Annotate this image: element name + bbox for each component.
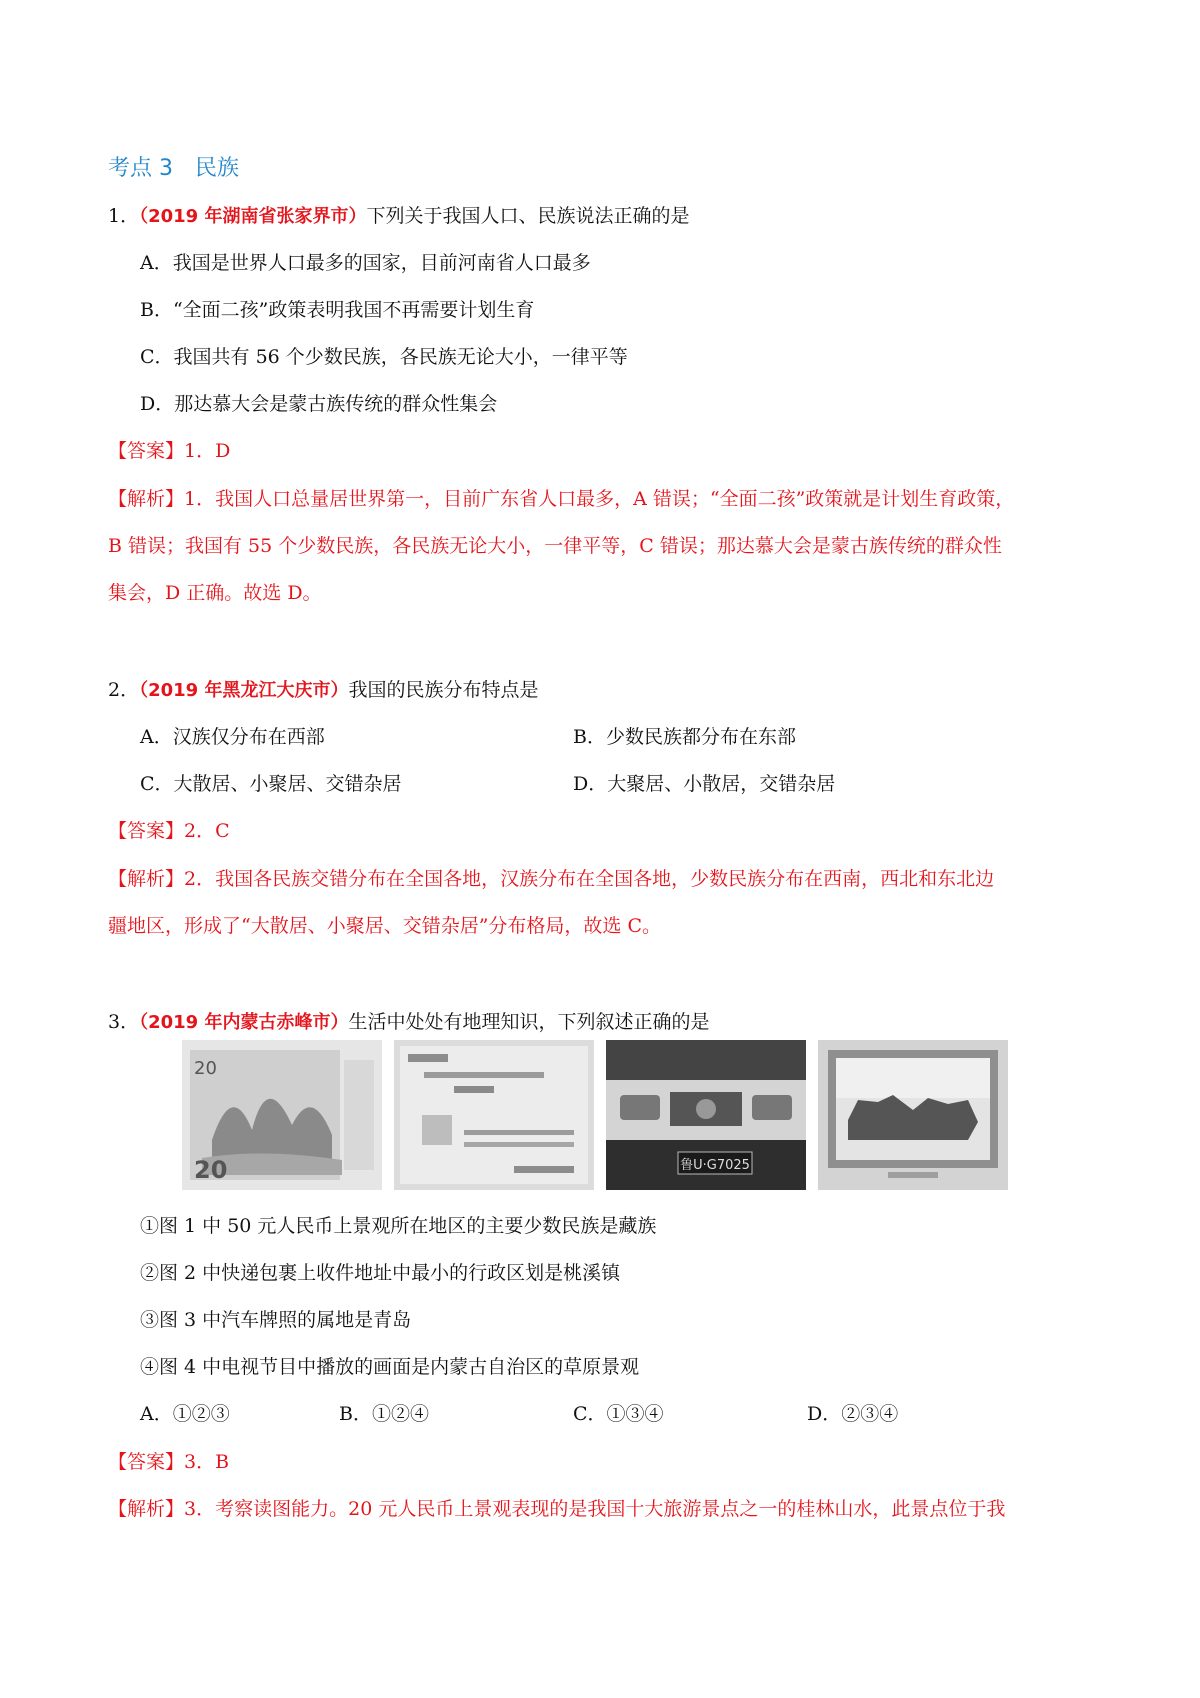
svg-text:20: 20 <box>194 1156 228 1184</box>
question-text: 我国的民族分布特点是 <box>348 679 539 701</box>
question-3-stem <box>108 1009 709 1036</box>
q3-option-a: A．①②③ <box>140 1403 230 1425</box>
q1-option-b: B．“全面二孩”政策表明我国不再需要计划生育 <box>140 299 535 321</box>
q3-option-d: D．②③④ <box>807 1403 899 1425</box>
analysis-tag: 【解析】 <box>108 868 185 890</box>
q1-analysis-line-3: 集会，D 正确。故选 D。 <box>108 582 322 604</box>
q3-option-c: C．①③④ <box>573 1403 664 1425</box>
figure-3-car-plate <box>606 1040 806 1190</box>
figure-1-banknote <box>182 1040 382 1190</box>
q2-option-d: D．大聚居、小散居，交错杂居 <box>573 773 836 795</box>
question-number: 2． <box>108 679 140 701</box>
svg-text:鲁U·G7025: 鲁U·G7025 <box>680 1158 750 1173</box>
q2-option-c: C．大散居、小聚居、交错杂居 <box>140 773 402 795</box>
figure-4-tv-screen <box>818 1040 1008 1190</box>
question-source: （2019 年内蒙古赤峰市） <box>139 1012 349 1033</box>
analysis-tag: 【解析】 <box>108 488 185 510</box>
q2-option-b: B．少数民族都分布在东部 <box>573 726 796 748</box>
question-text: 生活中处处有地理知识，下列叙述正确的是 <box>348 1011 710 1033</box>
q2-answer <box>108 818 230 844</box>
q1-answer <box>108 438 230 464</box>
question-number: 1． <box>108 205 140 227</box>
q1-analysis-line-1 <box>108 486 1014 512</box>
section-heading <box>108 151 261 182</box>
q1-option-d: D．那达慕大会是蒙古族传统的群众性集会 <box>140 393 498 415</box>
answer-text: 1．D <box>184 440 231 462</box>
question-source: （2019 年湖南省张家界市） <box>139 206 367 227</box>
answer-text: 2．C <box>184 820 230 842</box>
question-1-stem <box>108 203 689 230</box>
figure-2-parcel-label <box>394 1040 594 1190</box>
q3-answer <box>108 1449 229 1475</box>
question-text: 下列关于我国人口、民族说法正确的是 <box>366 205 690 227</box>
answer-text: 3．B <box>184 1451 230 1473</box>
answer-tag: 【答案】 <box>108 1451 185 1473</box>
answer-tag: 【答案】 <box>108 820 185 842</box>
question-source: （2019 年黑龙江大庆市） <box>139 680 349 701</box>
q2-analysis-line-1 <box>108 866 994 892</box>
question-2-stem <box>108 677 538 704</box>
q3-option-b: B．①②④ <box>339 1403 429 1425</box>
q3-statement-4: ④图 4 中电视节目中播放的画面是内蒙古自治区的草原景观 <box>140 1356 640 1378</box>
question-number: 3． <box>108 1011 140 1033</box>
q2-option-a: A．汉族仅分布在西部 <box>140 726 325 748</box>
section-label: 考点 3 <box>108 156 173 181</box>
q1-option-c: C．我国共有 56 个少数民族，各民族无论大小，一律平等 <box>140 346 628 368</box>
q1-option-a: A．我国是世界人口最多的国家，目前河南省人口最多 <box>140 252 591 274</box>
q3-statement-1: ①图 1 中 50 元人民币上景观所在地区的主要少数民族是藏族 <box>140 1215 657 1237</box>
q3-analysis-line-1 <box>108 1496 1005 1522</box>
analysis-text: 3．考察读图能力。20 元人民币上景观表现的是我国十大旅游景点之一的桂林山水，此景点位于我 <box>184 1498 1006 1520</box>
section-name: 民族 <box>195 156 240 181</box>
analysis-text: 2．我国各民族交错分布在全国各地，汉族分布在全国各地，少数民族分布在西南，西北和东北边 <box>184 868 995 890</box>
q1-analysis-line-2: B 错误；我国有 55 个少数民族，各民族无论大小，一律平等，C 错误；那达慕大会是蒙古族传统的群众性 <box>108 535 1002 557</box>
q3-statement-3: ③图 3 中汽车牌照的属地是青岛 <box>140 1309 412 1331</box>
analysis-tag: 【解析】 <box>108 1498 185 1520</box>
analysis-text: 1．我国人口总量居世界第一，目前广东省人口最多，A 错误；“全面二孩”政策就是计划生育政策， <box>184 488 1015 510</box>
answer-tag: 【答案】 <box>108 440 185 462</box>
q3-statement-2: ②图 2 中快递包裹上收件地址中最小的行政区划是桃溪镇 <box>140 1262 621 1284</box>
q3-figures <box>182 1040 822 1190</box>
svg-text:20: 20 <box>194 1058 217 1079</box>
q2-analysis-line-2: 疆地区，形成了“大散居、小聚居、交错杂居”分布格局，故选 C。 <box>108 915 662 937</box>
